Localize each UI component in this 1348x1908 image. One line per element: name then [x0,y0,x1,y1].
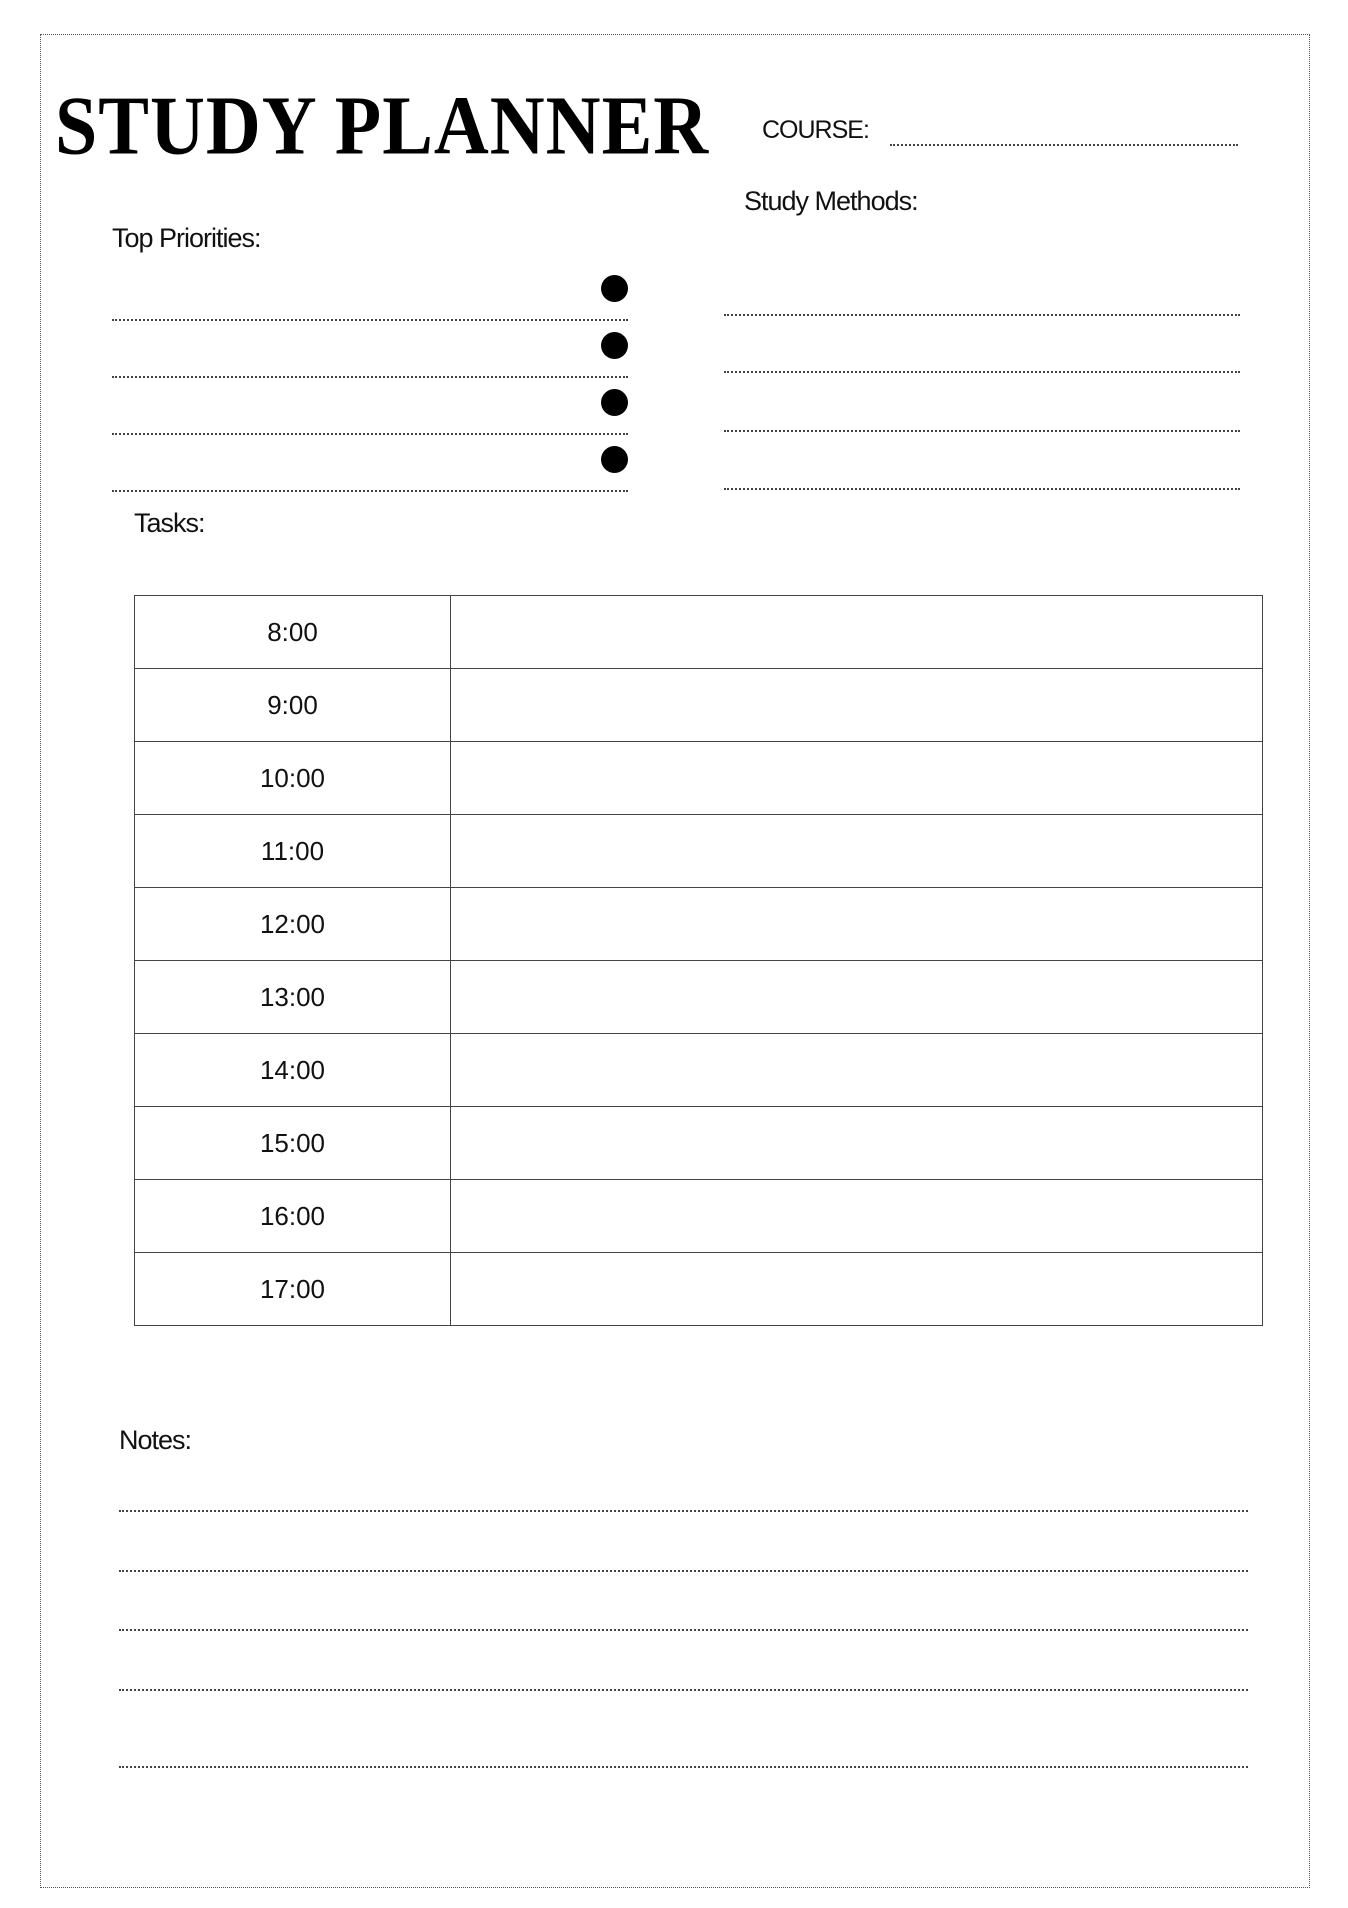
bullet-icon [601,332,628,359]
study-method-line[interactable] [724,430,1240,432]
notes-line[interactable] [119,1689,1248,1691]
course-field[interactable] [890,144,1238,146]
time-cell: 14:00 [135,1034,451,1107]
schedule-row [135,961,1263,1034]
task-cell[interactable] [451,888,1263,961]
task-cell[interactable] [451,1034,1263,1107]
time-cell: 11:00 [135,815,451,888]
notes-line[interactable] [119,1510,1248,1512]
page-title: STUDY PLANNER [55,79,710,173]
time-cell: 13:00 [135,961,451,1034]
tasks-label: Tasks: [134,508,205,538]
task-cell[interactable] [451,669,1263,742]
bullet-icon [601,446,628,473]
schedule-row [135,1107,1263,1180]
time-cell: 17:00 [135,1253,451,1326]
schedule-row [135,1180,1263,1253]
schedule-row [135,742,1263,815]
bullet-icon [601,275,628,302]
bullet-icon [601,389,628,416]
schedule-row [135,1034,1263,1107]
schedule-row [135,888,1263,961]
notes-line[interactable] [119,1570,1248,1572]
priority-line[interactable] [112,319,628,321]
schedule-row [135,596,1263,669]
task-cell[interactable] [451,1107,1263,1180]
time-cell: 8:00 [135,596,451,669]
notes-line[interactable] [119,1766,1248,1768]
notes-label: Notes: [119,1425,192,1455]
time-cell: 16:00 [135,1180,451,1253]
study-method-line[interactable] [724,488,1240,490]
task-cell[interactable] [451,961,1263,1034]
notes-line[interactable] [119,1629,1248,1631]
task-cell[interactable] [451,596,1263,669]
study-method-line[interactable] [724,371,1240,373]
study-methods-label: Study Methods: [744,186,918,216]
schedule-table [134,595,1263,1326]
schedule-row [135,815,1263,888]
time-cell: 15:00 [135,1107,451,1180]
time-cell: 12:00 [135,888,451,961]
time-cell: 9:00 [135,669,451,742]
top-priorities-label: Top Priorities: [112,223,261,253]
task-cell[interactable] [451,1253,1263,1326]
priority-line[interactable] [112,490,628,492]
priority-line[interactable] [112,376,628,378]
time-cell: 10:00 [135,742,451,815]
task-cell[interactable] [451,1180,1263,1253]
task-cell[interactable] [451,742,1263,815]
priority-line[interactable] [112,433,628,435]
schedule-row [135,669,1263,742]
course-label: COURSE: [762,116,869,144]
schedule-row [135,1253,1263,1326]
task-cell[interactable] [451,815,1263,888]
study-method-line[interactable] [724,314,1240,316]
